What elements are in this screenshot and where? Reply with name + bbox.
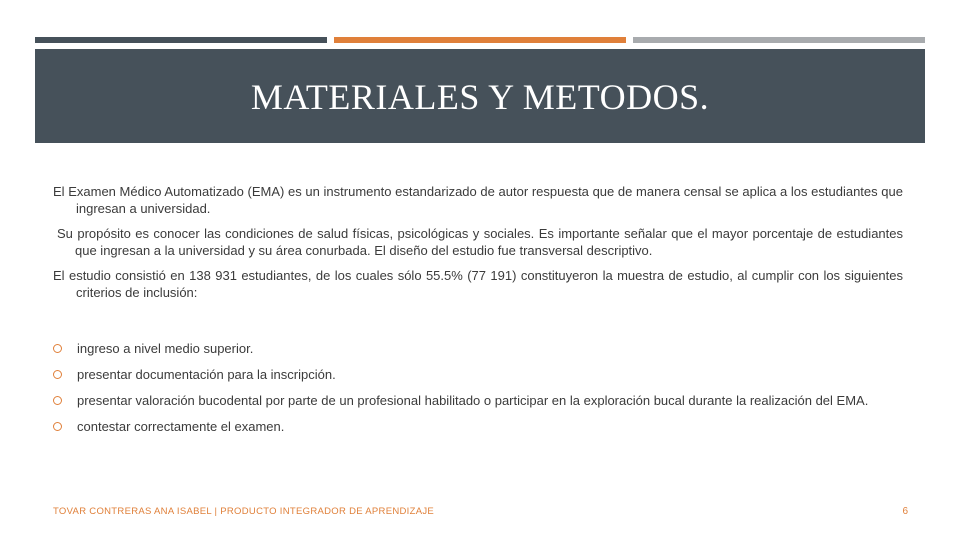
list-item-text: presentar valoración bucodental por parte de un profesional habilitado o participar en la exploración bucal durante la realización del EMA.: [77, 393, 869, 408]
list-item: [53, 366, 903, 383]
paragraph-3: El estudio consistió en 138 931 estudiantes, de los cuales sólo 55.5% (77 191) constituyeron la muestra de estudio, al cumplir con los siguientes criterios de inclusión:: [53, 268, 903, 300]
circle-bullet-icon: [53, 370, 62, 379]
top-bar-orange: [334, 37, 626, 43]
list-item-text: contestar correctamente el examen.: [77, 419, 285, 434]
list-item-text: presentar documentación para la inscripción.: [77, 367, 336, 382]
paragraph-1: El Examen Médico Automatizado (EMA) es un instrumento estandarizado de autor respuesta que de manera censal se aplica a los estudiantes que ingresan a universidad.: [53, 184, 903, 216]
inclusion-criteria-list: [53, 340, 903, 444]
body-content: [53, 183, 903, 309]
top-bar-dark: [35, 37, 327, 43]
circle-bullet-icon: [53, 422, 62, 431]
page-number: 6: [902, 506, 908, 517]
title-band: [35, 49, 925, 143]
list-item: [53, 392, 903, 409]
slide-title: MATERIALES Y METODOS.: [250, 77, 710, 117]
top-bar-gray: [633, 37, 925, 43]
circle-bullet-icon: [53, 396, 62, 405]
footer-text: TOVAR CONTRERAS ANA ISABEL | PRODUCTO INTEGRADOR DE APRENDIZAJE: [53, 506, 435, 517]
circle-bullet-icon: [53, 344, 62, 353]
list-item-text: ingreso a nivel medio superior.: [77, 341, 254, 356]
list-item: [53, 418, 903, 435]
paragraph-2: Su propósito es conocer las condiciones de salud físicas, psicológicas y sociales. Es importante señalar que el mayor porcentaje de estudiantes que ingresan a la universidad y su área conurbada. El diseño del estudio fue transversal descriptivo.: [57, 226, 903, 258]
list-item: [53, 340, 903, 357]
